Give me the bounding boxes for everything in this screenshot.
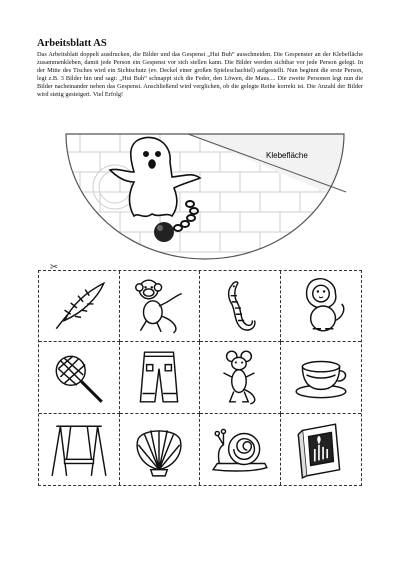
card-mouse[interactable] <box>200 342 281 413</box>
scissors-icon: ✂ <box>50 262 59 273</box>
card-worm[interactable] <box>200 271 281 342</box>
strainer-icon <box>48 346 110 408</box>
card-lion[interactable] <box>281 271 362 342</box>
card-book[interactable] <box>281 414 362 485</box>
card-teacup[interactable] <box>281 342 362 413</box>
glue-area-label: Klebefläche <box>266 151 308 160</box>
shell-icon <box>128 418 190 480</box>
snail-icon <box>209 418 271 480</box>
monkey-icon <box>128 275 190 337</box>
mouse-icon <box>209 346 271 408</box>
card-feather[interactable] <box>39 271 120 342</box>
trousers-icon <box>128 346 190 408</box>
ghost-cutout <box>60 132 350 262</box>
teacup-icon <box>290 346 352 408</box>
feather-icon <box>48 275 110 337</box>
card-snail[interactable] <box>200 414 281 485</box>
picture-cards-grid <box>38 270 362 486</box>
card-shell[interactable] <box>120 414 201 485</box>
card-strainer[interactable] <box>39 342 120 413</box>
card-trousers[interactable] <box>120 342 201 413</box>
book-icon <box>290 418 352 480</box>
card-swing[interactable] <box>39 414 120 485</box>
lion-icon <box>290 275 352 337</box>
worm-icon <box>209 275 271 337</box>
swing-icon <box>48 418 110 480</box>
worksheet-title: Arbeitsblatt AS <box>37 38 107 49</box>
card-monkey[interactable] <box>120 271 201 342</box>
instructions-paragraph: Das Arbeitsblatt doppelt ausdrucken, die Bilder und das Gespenst „Hui Buh“ ausschneiden. Die Gespenster an der Klebefläche zusammenkleben, damit jede Person ein Gespenst vor sich stellen kann. Die Bilder werden sichtbar vor jede Person gelegt. In der Mitte des Tisches wird ein Sichtschutz (ev. Deckel einer großen Spieleschachtel) aufgestellt. Nun beginnt die erste Person, legt z.B. 3 Bilder hin und sagt: „Hui Buh“ schnappt sich die Feder, den Löwen, die Maus.... Die zweite Personen legt nun die Bilder nacheinander neben das Gespenst. Anschließend wird verglichen, ob die gelegte Reihe korrekt ist. Die Anzahl der Bilder wird stetig gesteigert. Viel Erfolg! <box>37 51 363 99</box>
